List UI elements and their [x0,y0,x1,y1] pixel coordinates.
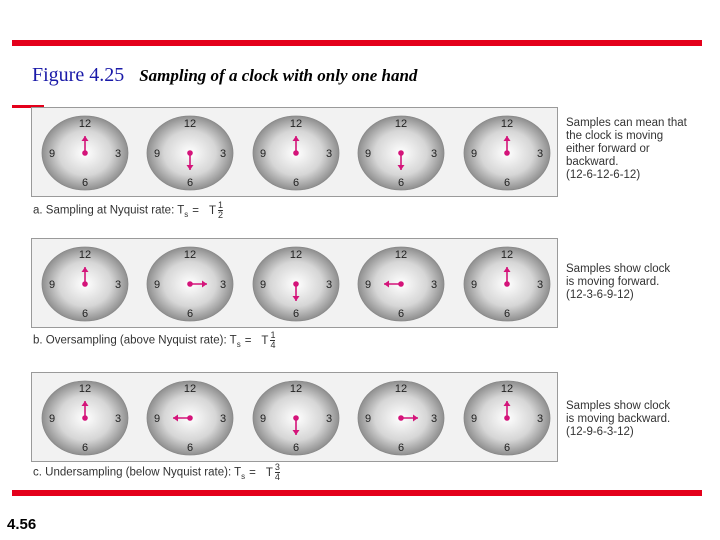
clock-numeral-bottom: 6 [292,442,300,454]
hand-pivot [398,415,404,421]
clock-numeral-right: 3 [114,279,122,291]
clock-numeral-left: 9 [153,148,161,160]
clock-numeral-left: 9 [470,279,478,291]
clock-numeral-bottom: 6 [397,177,405,189]
clock-face [252,246,340,322]
fraction-denominator: 4 [270,340,276,350]
clock-numeral-left: 9 [364,413,372,425]
clock-numeral-left: 9 [48,148,56,160]
figure-title [32,64,417,87]
clock-icon [146,380,234,456]
clock-icon [252,246,340,322]
clock-icon [41,115,129,191]
hand-pivot [293,150,299,156]
clock-icon [41,246,129,322]
clock-numeral-right: 3 [325,279,333,291]
caption-equals: = [249,466,256,479]
clock-numeral-top: 12 [394,383,408,395]
clock-numeral-left: 9 [259,413,267,425]
clock-face [463,115,551,191]
hand-pivot [504,415,510,421]
clock-numeral-left: 9 [259,279,267,291]
clock-numeral-right: 3 [219,148,227,160]
clock-icon [357,246,445,322]
clock-numeral-top: 12 [78,383,92,395]
hand-pivot [293,415,299,421]
caption-text: a. Sampling at Nyquist rate: T [33,204,185,217]
note-line: is moving forward. [566,276,660,288]
clock-face [146,246,234,322]
clock-icon [357,115,445,191]
clock-numeral-top: 12 [500,118,514,130]
clock-numeral-bottom: 6 [81,442,89,454]
clock-face [146,115,234,191]
fraction-numerator: 3 [274,462,280,472]
caption-fraction [270,331,275,350]
clock-numeral-top: 12 [78,249,92,261]
clock-numeral-bottom: 6 [503,308,511,320]
clock-numeral-left: 9 [470,148,478,160]
clock-numeral-right: 3 [114,413,122,425]
clock-numeral-top: 12 [500,249,514,261]
hand-pivot [398,150,404,156]
panel-note-b [566,263,716,302]
clock-face [463,246,551,322]
clock-numeral-right: 3 [430,148,438,160]
clock-numeral-right: 3 [325,148,333,160]
clock-icon [146,115,234,191]
note-line: either forward or [566,143,650,155]
clock-icon [463,380,551,456]
note-line: is moving backward. [566,413,671,425]
caption-equals: = [192,204,199,217]
fraction-denominator: 4 [274,472,280,482]
clock-numeral-top: 12 [500,383,514,395]
note-line: (12-3-6-9-12) [566,289,634,301]
ts-subscript: s [184,209,189,219]
clock-icon [146,246,234,322]
caption-period-symbol: T [209,204,217,217]
clock-numeral-left: 9 [48,413,56,425]
clock-face [252,115,340,191]
page-number: 4.56 [7,516,37,533]
hand-pivot [293,281,299,287]
fraction-numerator: 1 [218,200,224,210]
ts-subscript: s [236,339,241,349]
caption-equals: = [244,334,252,347]
clock-numeral-left: 9 [259,148,267,160]
clock-numeral-left: 9 [153,279,161,291]
hand-pivot [82,415,88,421]
fraction-denominator: 2 [218,210,224,220]
panel-caption-c [33,463,280,482]
clock-numeral-left: 9 [364,279,372,291]
clock-face [252,380,340,456]
clock-face [41,246,129,322]
panel-a [31,107,558,197]
caption-period-symbol: T [265,466,273,479]
clock-numeral-left: 9 [470,413,478,425]
clock-face [357,246,445,322]
clock-numeral-right: 3 [219,413,227,425]
clock-icon [463,246,551,322]
clock-numeral-top: 12 [183,383,197,395]
clock-icon [252,380,340,456]
clock-numeral-bottom: 6 [503,177,511,189]
clock-numeral-top: 12 [183,118,197,130]
clock-icon [357,380,445,456]
clock-numeral-right: 3 [325,413,333,425]
clock-numeral-left: 9 [364,148,372,160]
note-line: Samples can mean that [566,117,687,129]
panel-c [31,372,558,462]
clock-numeral-bottom: 6 [397,442,405,454]
hand-pivot [504,281,510,287]
hand-pivot [187,415,193,421]
clock-numeral-top: 12 [394,118,408,130]
clock-numeral-right: 3 [114,148,122,160]
panel-caption-a [33,201,223,220]
clock-numeral-right: 3 [536,148,544,160]
hand-pivot [504,150,510,156]
clock-numeral-bottom: 6 [397,308,405,320]
caption-period-symbol: T [261,334,269,347]
clock-numeral-bottom: 6 [186,308,194,320]
caption-fraction [218,201,223,220]
clock-numeral-bottom: 6 [186,177,194,189]
figure-number: Figure 4.25 [32,64,125,86]
ts-subscript: s [241,471,246,481]
note-line: backward. [566,156,619,168]
clock-numeral-bottom: 6 [186,442,194,454]
clock-numeral-right: 3 [219,279,227,291]
note-line: (12-9-6-3-12) [566,426,634,438]
hand-pivot [187,150,193,156]
panel-note-a [566,117,716,182]
note-line: Samples show clock [566,400,671,412]
clock-face [357,380,445,456]
hand-pivot [82,281,88,287]
clock-numeral-top: 12 [183,249,197,261]
note-line: the clock is moving [566,130,664,142]
figure-description: Sampling of a clock with only one hand [139,66,418,85]
caption-text: c. Undersampling (below Nyquist rate): T [33,466,242,479]
panel-note-c [566,400,716,439]
clock-numeral-left: 9 [153,413,161,425]
clock-face [357,115,445,191]
clock-numeral-bottom: 6 [503,442,511,454]
clock-numeral-right: 3 [430,279,438,291]
note-line: Samples show clock [566,263,671,275]
clock-numeral-top: 12 [289,249,303,261]
clock-numeral-right: 3 [430,413,438,425]
top-rule [12,40,702,46]
clock-numeral-bottom: 6 [292,177,300,189]
clock-face [41,115,129,191]
hand-pivot [187,281,193,287]
clock-face [146,380,234,456]
note-line: (12-6-12-6-12) [566,169,641,181]
clock-icon [463,115,551,191]
clock-numeral-top: 12 [289,383,303,395]
clock-numeral-bottom: 6 [81,308,89,320]
clock-numeral-top: 12 [289,118,303,130]
clock-icon [41,380,129,456]
clock-face [463,380,551,456]
clock-numeral-right: 3 [536,413,544,425]
clock-numeral-bottom: 6 [292,308,300,320]
clock-numeral-bottom: 6 [81,177,89,189]
hand-pivot [398,281,404,287]
clock-numeral-top: 12 [78,118,92,130]
caption-fraction [275,463,280,482]
clock-numeral-left: 9 [48,279,56,291]
clock-icon [252,115,340,191]
clock-numeral-right: 3 [536,279,544,291]
panel-caption-b [33,331,275,350]
fraction-numerator: 1 [270,330,276,340]
bottom-rule [12,490,702,496]
clock-numeral-top: 12 [394,249,408,261]
panel-b [31,238,558,328]
caption-text: b. Oversampling (above Nyquist rate): T [33,334,237,347]
clock-face [41,380,129,456]
hand-pivot [82,150,88,156]
